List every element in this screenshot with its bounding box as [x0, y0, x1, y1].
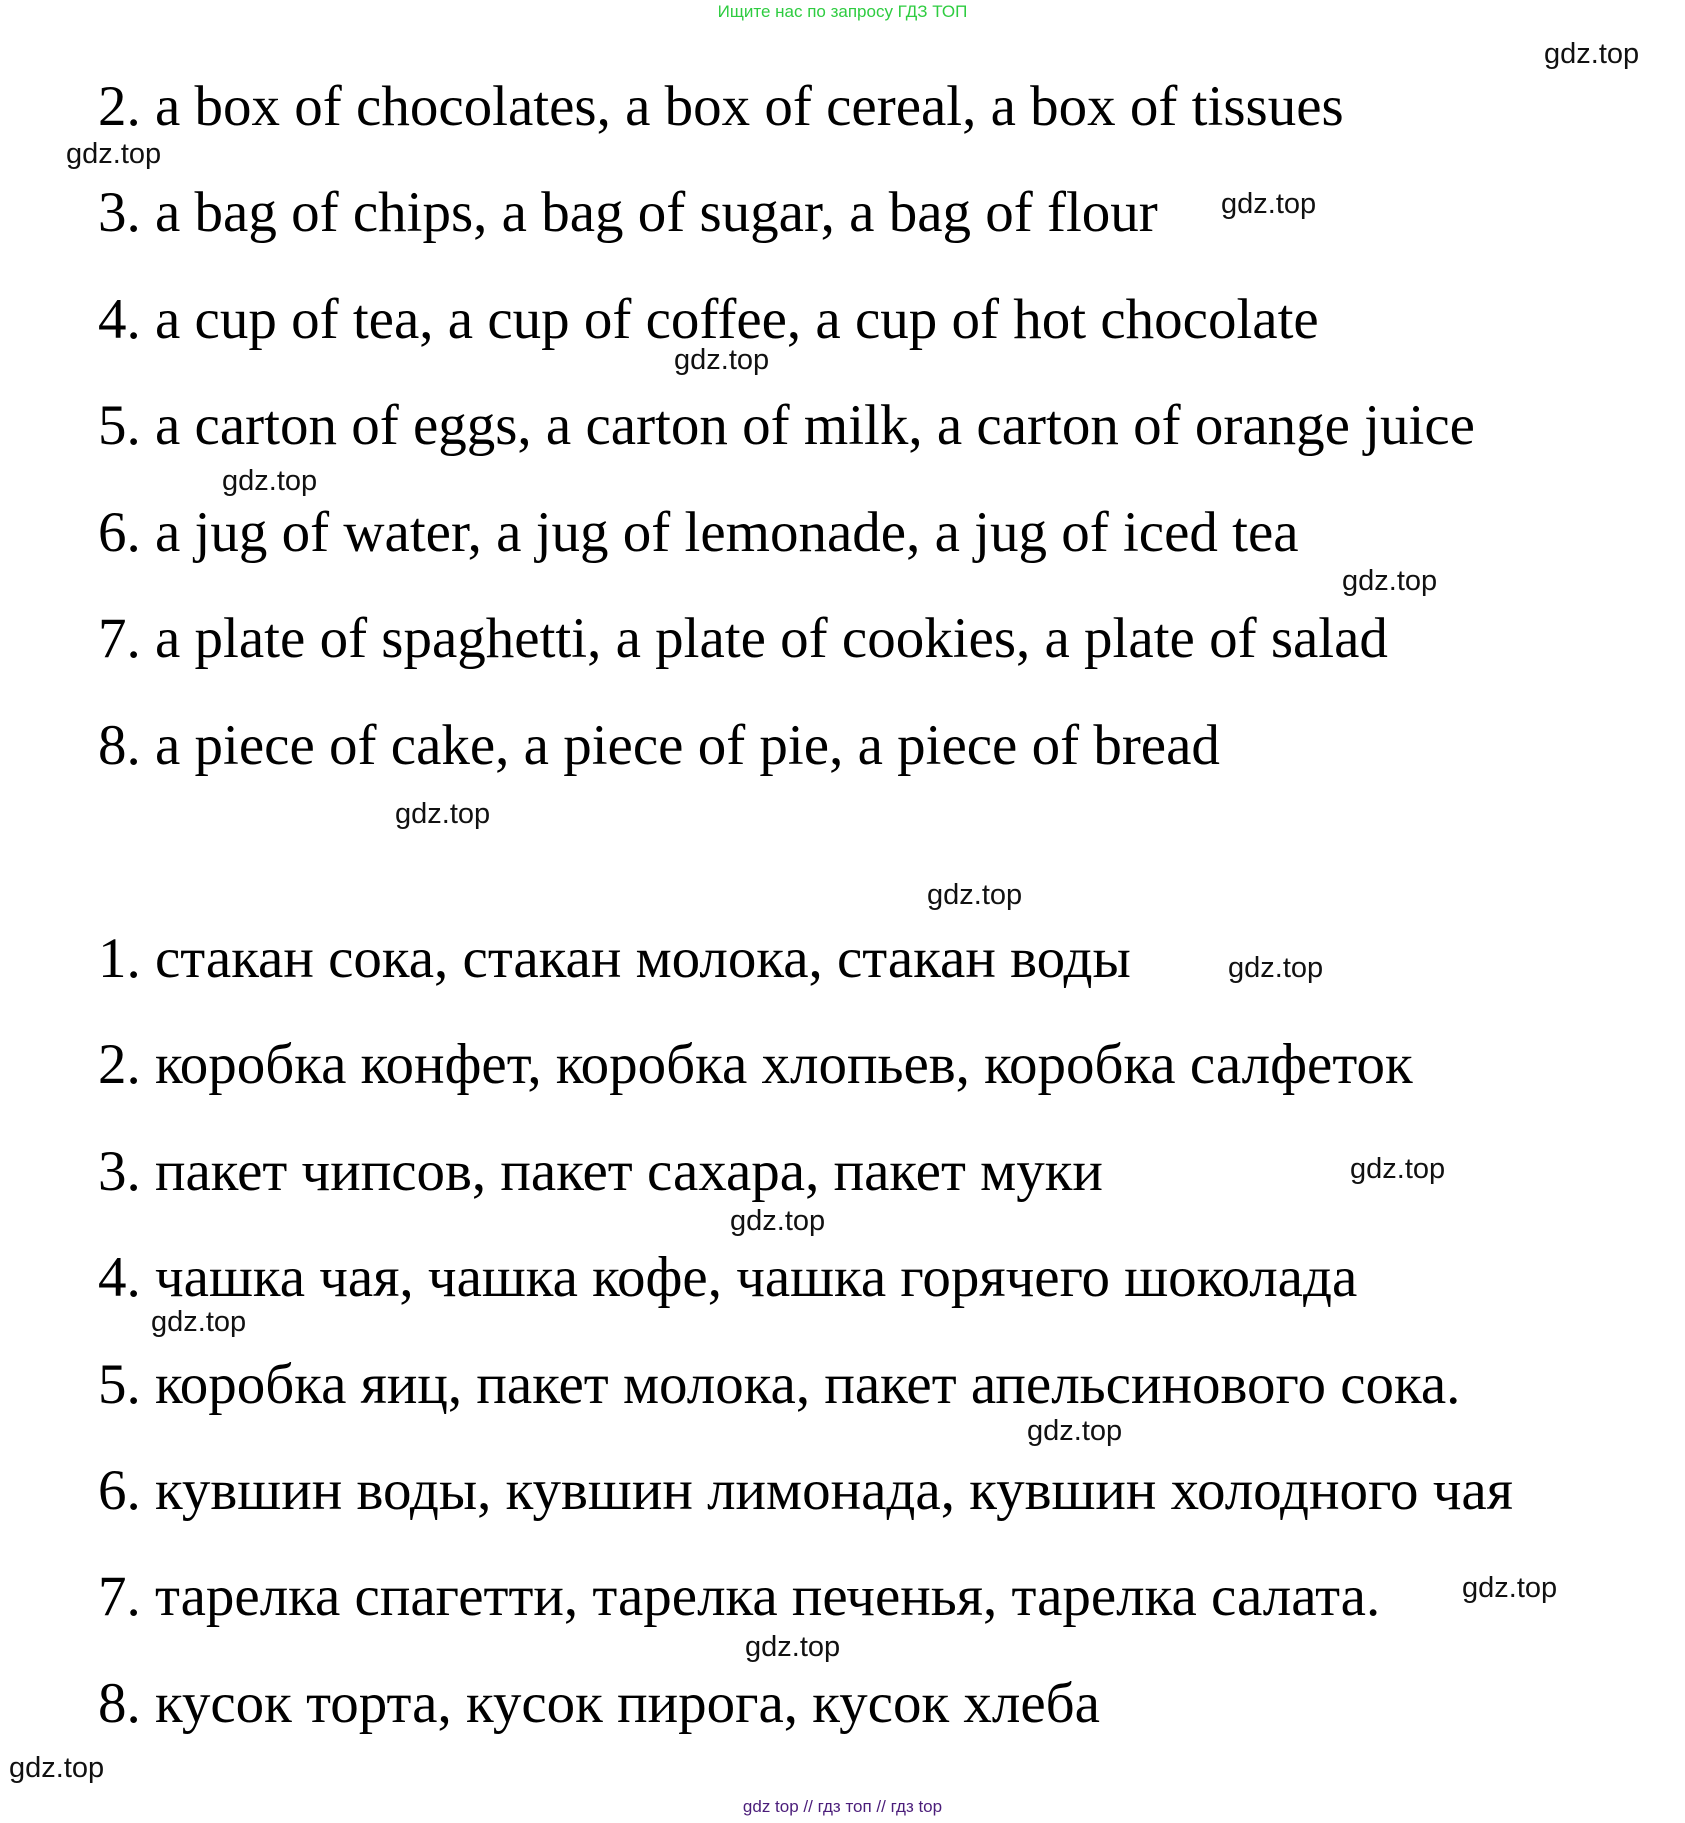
watermark: gdz.top — [395, 798, 491, 830]
russian-line-7: 7. тарелка спагетти, тарелка печенья, тарелка салата. — [98, 1565, 1381, 1628]
watermark: gdz.top — [1221, 188, 1317, 220]
english-line-6: 6. a jug of water, a jug of lemonade, a jug of iced tea — [98, 501, 1299, 564]
russian-line-2: 2. коробка конфет, коробка хлопьев, коробка салфеток — [98, 1033, 1413, 1096]
russian-line-6: 6. кувшин воды, кувшин лимонада, кувшин холодного чая — [98, 1459, 1513, 1522]
english-line-5: 5. a carton of eggs, a carton of milk, a carton of orange juice — [98, 394, 1475, 457]
russian-line-5: 5. коробка яиц, пакет молока, пакет апельсинового сока. — [98, 1353, 1461, 1416]
english-line-8: 8. a piece of cake, a piece of pie, a piece of bread — [98, 714, 1220, 777]
search-hint-banner: Ищите нас по запросу ГДЗ ТОП — [717, 2, 968, 21]
watermark: gdz.top — [927, 879, 1023, 911]
russian-line-3: 3. пакет чипсов, пакет сахара, пакет муки — [98, 1140, 1103, 1203]
russian-line-8: 8. кусок торта, кусок пирога, кусок хлеба — [98, 1672, 1100, 1735]
watermark: gdz.top — [66, 138, 162, 170]
watermark: gdz.top — [1350, 1153, 1446, 1185]
watermark: gdz.top — [674, 344, 770, 376]
russian-line-1: 1. стакан сока, стакан молока, стакан воды — [98, 927, 1131, 990]
english-line-3: 3. a bag of chips, a bag of sugar, a bag of flour — [98, 181, 1158, 244]
watermark: gdz.top — [730, 1205, 826, 1237]
russian-line-4: 4. чашка чая, чашка кофе, чашка горячего шоколада — [98, 1246, 1358, 1309]
footer-links: gdz top // гдз топ // гдз top — [742, 1797, 943, 1816]
english-line-4: 4. a cup of tea, a cup of coffee, a cup of hot chocolate — [98, 288, 1319, 351]
watermark: gdz.top — [1027, 1415, 1123, 1447]
watermark: gdz.top — [1228, 952, 1324, 984]
watermark: gdz.top — [1462, 1572, 1558, 1604]
english-line-7: 7. a plate of spaghetti, a plate of cookies, a plate of salad — [98, 607, 1388, 670]
watermark: gdz.top — [9, 1752, 105, 1784]
watermark: gdz.top — [1342, 565, 1438, 597]
english-line-2: 2. a box of chocolates, a box of cereal, a box of tissues — [98, 75, 1344, 138]
watermark: gdz.top — [1544, 38, 1640, 70]
watermark: gdz.top — [222, 465, 318, 497]
watermark: gdz.top — [151, 1306, 247, 1338]
watermark: gdz.top — [745, 1631, 841, 1663]
